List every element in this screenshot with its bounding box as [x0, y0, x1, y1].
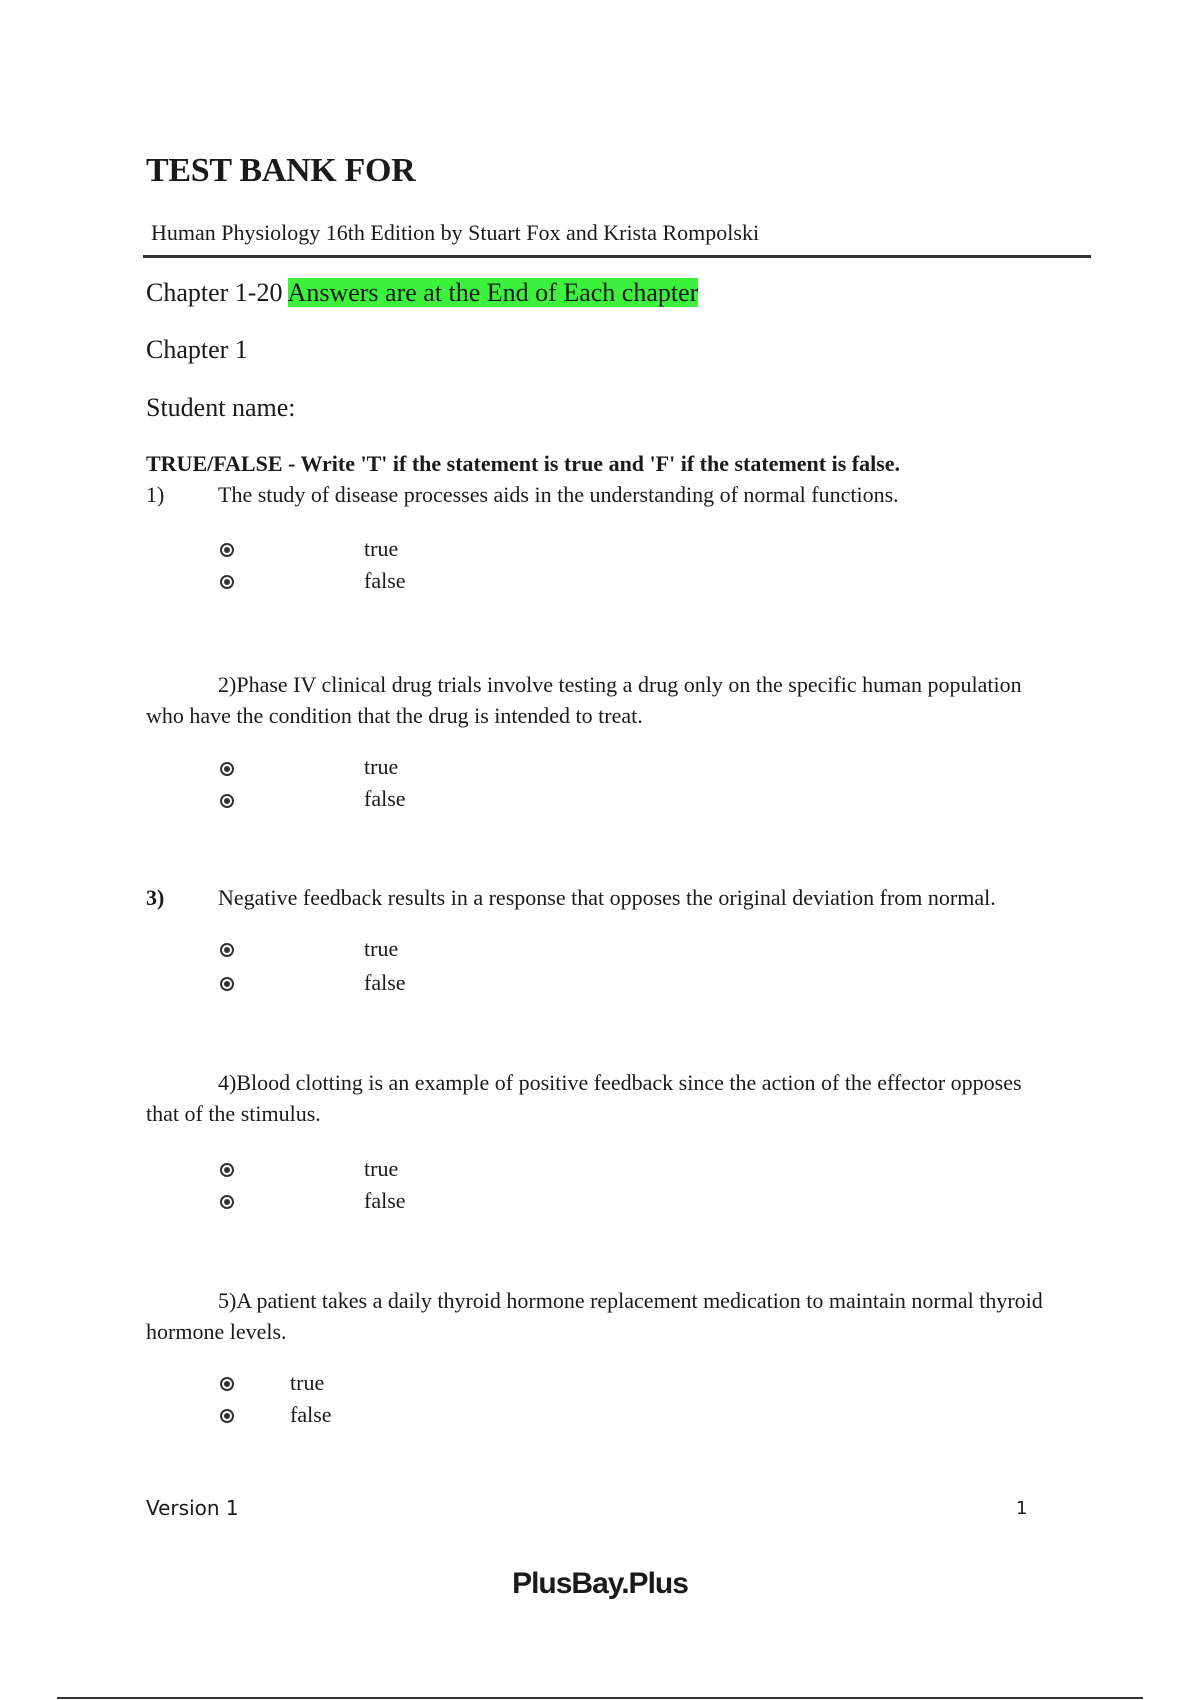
- chapter-range: Chapter 1-20: [146, 278, 283, 307]
- page-number: 1: [1016, 1498, 1028, 1519]
- question-4-text: Blood clotting is an example of positive feedback since the action of the effector opposes that of the stimulus.: [146, 1070, 1022, 1126]
- question-1-false-label: false: [364, 568, 406, 593]
- radio-dot-icon: [224, 1381, 230, 1387]
- question-5-true-radio[interactable]: [220, 1377, 234, 1391]
- footer-version: Version 1: [146, 1496, 239, 1520]
- question-5-text: A patient takes a daily thyroid hormone replacement medication to maintain normal thyroid hormone levels.: [146, 1288, 1043, 1344]
- radio-dot-icon: [224, 798, 230, 804]
- question-5-false-label: false: [290, 1402, 332, 1427]
- brand-watermark: PlusBay.Plus: [512, 1567, 688, 1600]
- question-1-number: 1): [146, 482, 165, 507]
- radio-dot-icon: [224, 1413, 230, 1419]
- question-5-false-radio[interactable]: [220, 1409, 234, 1423]
- question-4-number: 4): [218, 1070, 237, 1095]
- radio-dot-icon: [224, 579, 230, 585]
- chapter-heading: Chapter 1: [146, 335, 248, 364]
- radio-dot-icon: [224, 1199, 230, 1205]
- question-3-true-label: true: [364, 936, 399, 961]
- radio-dot-icon: [224, 981, 230, 987]
- question-2: [146, 669, 1046, 731]
- question-3-false-label: false: [364, 970, 406, 995]
- question-3-false-radio[interactable]: [220, 977, 234, 991]
- question-3-text: Negative feedback results in a response that opposes the original deviation from normal.: [218, 885, 996, 910]
- header-divider: [143, 255, 1091, 258]
- question-3-true-radio[interactable]: [220, 943, 234, 957]
- question-1-true-label: true: [364, 536, 399, 561]
- question-5: [146, 1285, 1046, 1347]
- answers-note-highlight: Answers are at the End of Each chapter: [287, 278, 699, 307]
- question-5-number: 5): [218, 1288, 237, 1313]
- question-4-true-radio[interactable]: [220, 1163, 234, 1177]
- student-name-label: Student name:: [146, 393, 296, 422]
- chapter-range-line: [146, 278, 698, 308]
- page-title: TEST BANK FOR: [146, 152, 416, 189]
- question-4-false-label: false: [364, 1188, 406, 1213]
- radio-dot-icon: [224, 1167, 230, 1173]
- bottom-divider: [57, 1697, 1143, 1699]
- question-2-true-radio[interactable]: [220, 762, 234, 776]
- question-1-true-radio[interactable]: [220, 543, 234, 557]
- question-4: [146, 1067, 1046, 1129]
- radio-dot-icon: [224, 947, 230, 953]
- question-4-false-radio[interactable]: [220, 1195, 234, 1209]
- book-subtitle: Human Physiology 16th Edition by Stuart Fox and Krista Rompolski: [151, 220, 760, 245]
- question-2-text: Phase IV clinical drug trials involve testing a drug only on the specific human population who have the condition that the drug is intended to treat.: [146, 672, 1022, 728]
- question-2-false-label: false: [364, 786, 406, 811]
- question-1-text: The study of disease processes aids in the understanding of normal functions.: [218, 482, 899, 507]
- question-4-true-label: true: [364, 1156, 399, 1181]
- question-1-false-radio[interactable]: [220, 575, 234, 589]
- question-5-true-label: true: [290, 1370, 325, 1395]
- question-3-number: 3): [146, 885, 165, 910]
- question-2-true-label: true: [364, 754, 399, 779]
- radio-dot-icon: [224, 766, 230, 772]
- radio-dot-icon: [224, 547, 230, 553]
- question-2-number: 2): [218, 672, 237, 697]
- question-2-false-radio[interactable]: [220, 794, 234, 808]
- section-instructions: TRUE/FALSE - Write 'T' if the statement is true and 'F' if the statement is false.: [146, 451, 901, 476]
